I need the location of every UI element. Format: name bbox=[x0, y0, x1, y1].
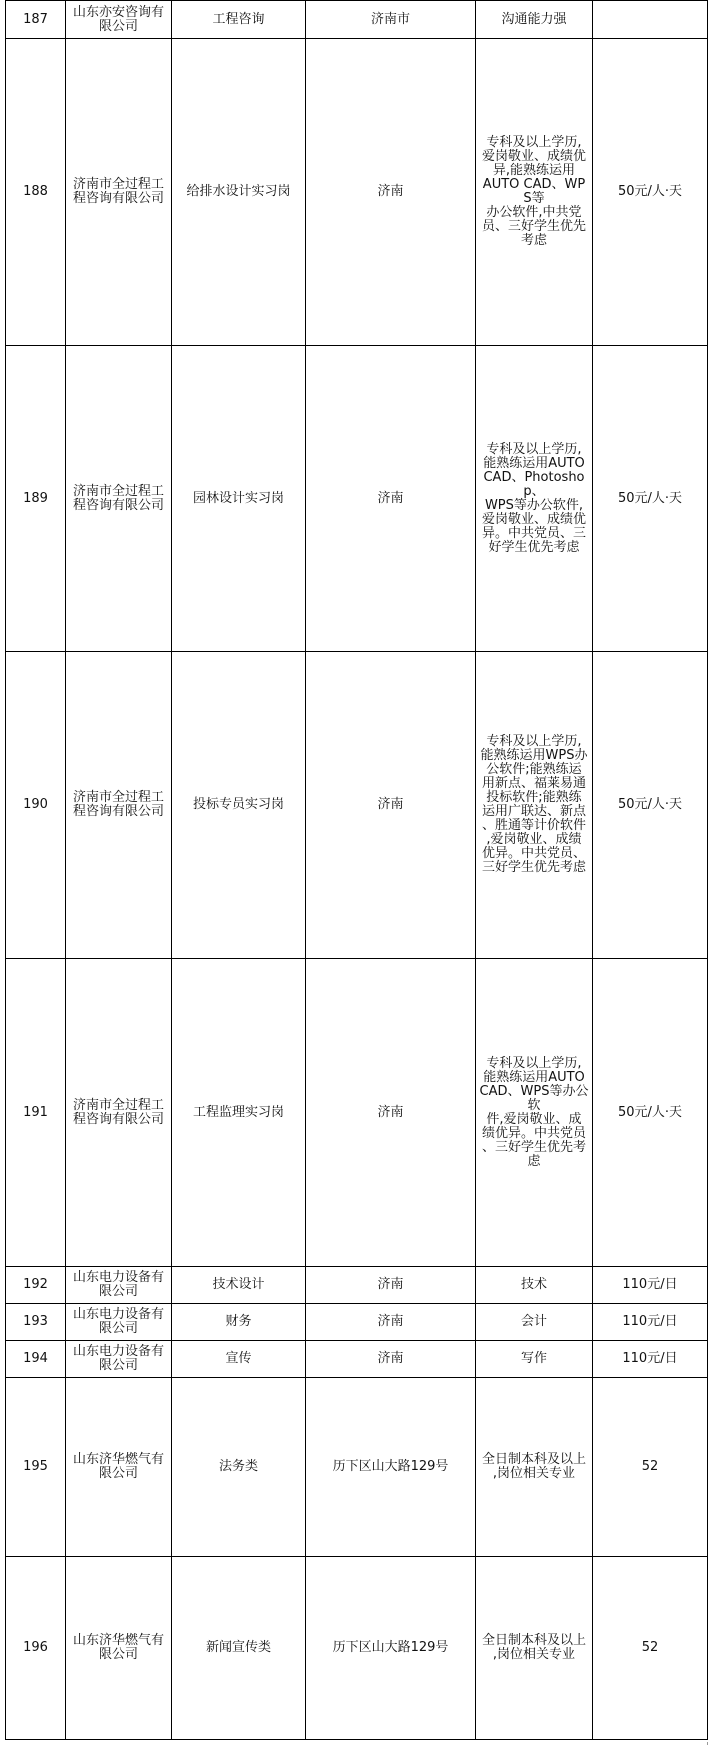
work-location: 济南 bbox=[306, 1304, 476, 1341]
position-name: 财务 bbox=[172, 1304, 306, 1341]
requirements: 会计 bbox=[476, 1304, 593, 1341]
pay-rate: 110元/日 bbox=[593, 1341, 708, 1378]
table-row bbox=[6, 652, 708, 959]
table-row bbox=[6, 1557, 708, 1740]
table-row bbox=[6, 346, 708, 652]
company-name: 济南市全过程工 程咨询有限公司 bbox=[66, 959, 172, 1267]
internship-table bbox=[5, 0, 708, 1740]
requirements: 全日制本科及以上 ,岗位相关专业 bbox=[476, 1378, 593, 1557]
company-name: 山东电力设备有 限公司 bbox=[66, 1341, 172, 1378]
requirements: 专科及以上学历, 能熟练运用AUTO CAD、Photoshop、 WPS等办公软件, 爱岗敬业、成绩优 异。中共党员、三 好学生优先考虑 bbox=[476, 346, 593, 652]
position-name: 工程监理实习岗 bbox=[172, 959, 306, 1267]
work-location: 历下区山大路129号 bbox=[306, 1378, 476, 1557]
row-number: 187 bbox=[6, 1, 66, 39]
work-location: 济南 bbox=[306, 1341, 476, 1378]
requirements: 全日制本科及以上 ,岗位相关专业 bbox=[476, 1557, 593, 1740]
table-row bbox=[6, 39, 708, 346]
pay-rate bbox=[593, 1, 708, 39]
table-row bbox=[6, 1304, 708, 1341]
table-row bbox=[6, 1341, 708, 1378]
pay-rate: 50元/人·天 bbox=[593, 959, 708, 1267]
requirements: 专科及以上学历, 爱岗敬业、成绩优 异,能熟练运用 AUTO CAD、WPS等 办公软件,中共党 员、三好学生优先 考虑 bbox=[476, 39, 593, 346]
work-location: 济南 bbox=[306, 1267, 476, 1304]
row-number: 192 bbox=[6, 1267, 66, 1304]
table-row bbox=[6, 959, 708, 1267]
row-number: 195 bbox=[6, 1378, 66, 1557]
row-number: 191 bbox=[6, 959, 66, 1267]
company-name: 山东亦安咨询有 限公司 bbox=[66, 1, 172, 39]
company-name: 济南市全过程工 程咨询有限公司 bbox=[66, 346, 172, 652]
work-location: 济南 bbox=[306, 39, 476, 346]
pay-rate: 50元/人·天 bbox=[593, 346, 708, 652]
position-name: 园林设计实习岗 bbox=[172, 346, 306, 652]
company-name: 山东电力设备有 限公司 bbox=[66, 1267, 172, 1304]
work-location: 济南 bbox=[306, 959, 476, 1267]
company-name: 山东济华燃气有 限公司 bbox=[66, 1557, 172, 1740]
pay-rate: 110元/日 bbox=[593, 1304, 708, 1341]
company-name: 山东电力设备有 限公司 bbox=[66, 1304, 172, 1341]
position-name: 给排水设计实习岗 bbox=[172, 39, 306, 346]
row-number: 189 bbox=[6, 346, 66, 652]
table-row bbox=[6, 1, 708, 39]
position-name: 技术设计 bbox=[172, 1267, 306, 1304]
work-location: 济南 bbox=[306, 652, 476, 959]
work-location: 济南 bbox=[306, 346, 476, 652]
company-name: 济南市全过程工 程咨询有限公司 bbox=[66, 652, 172, 959]
requirements: 专科及以上学历, 能熟练运用AUTO CAD、WPS等办公软 件,爱岗敬业、成 绩优异。中共党员 、三好学生优先考 虑 bbox=[476, 959, 593, 1267]
row-number: 188 bbox=[6, 39, 66, 346]
work-location: 济南市 bbox=[306, 1, 476, 39]
requirements: 写作 bbox=[476, 1341, 593, 1378]
requirements: 沟通能力强 bbox=[476, 1, 593, 39]
position-name: 工程咨询 bbox=[172, 1, 306, 39]
company-name: 济南市全过程工 程咨询有限公司 bbox=[66, 39, 172, 346]
pay-rate: 110元/日 bbox=[593, 1267, 708, 1304]
table-row bbox=[6, 1378, 708, 1557]
pay-rate: 52 bbox=[593, 1378, 708, 1557]
row-number: 194 bbox=[6, 1341, 66, 1378]
row-number: 190 bbox=[6, 652, 66, 959]
row-number: 196 bbox=[6, 1557, 66, 1740]
position-name: 法务类 bbox=[172, 1378, 306, 1557]
pay-rate: 50元/人·天 bbox=[593, 652, 708, 959]
position-name: 投标专员实习岗 bbox=[172, 652, 306, 959]
company-name: 山东济华燃气有 限公司 bbox=[66, 1378, 172, 1557]
pay-rate: 50元/人·天 bbox=[593, 39, 708, 346]
work-location: 历下区山大路129号 bbox=[306, 1557, 476, 1740]
position-name: 宣传 bbox=[172, 1341, 306, 1378]
requirements: 技术 bbox=[476, 1267, 593, 1304]
row-number: 193 bbox=[6, 1304, 66, 1341]
pay-rate: 52 bbox=[593, 1557, 708, 1740]
requirements: 专科及以上学历, 能熟练运用WPS办 公软件;能熟练运 用新点、福莱易通 投标软件;能熟练 运用广联达、新点 、胜通等计价软件 ,爱岗敬业、成绩 优异。中共党员、 三好学生优先考虑 bbox=[476, 652, 593, 959]
position-name: 新闻宣传类 bbox=[172, 1557, 306, 1740]
table-row bbox=[6, 1267, 708, 1304]
